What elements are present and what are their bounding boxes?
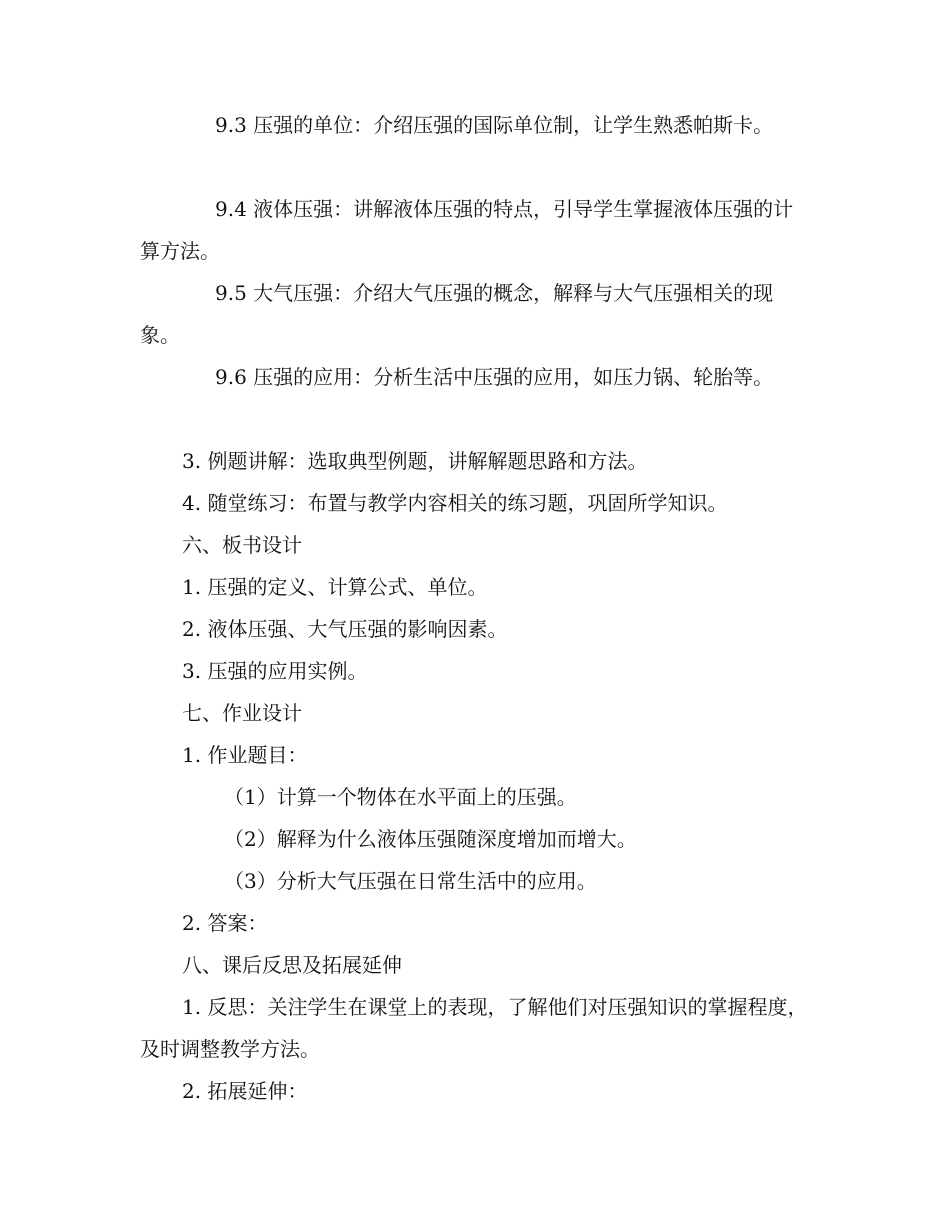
section-heading-board-design: 六、板书设计 (182, 533, 302, 557)
list-item-board-2: 2. 液体压强、大气压强的影响因素。 (182, 617, 508, 641)
sub-item-question-3: （3）分析大气压强在日常生活中的应用。 (224, 869, 597, 893)
sub-item-question-1: （1）计算一个物体在水平面上的压强。 (224, 785, 577, 809)
list-item-board-3: 3. 压强的应用实例。 (182, 659, 368, 683)
list-item-answers: 2. 答案： (182, 911, 268, 935)
paragraph-9-3: 9.3 压强的单位：介绍压强的国际单位制，让学生熟悉帕斯卡。 (215, 113, 774, 137)
paragraph-9-4: 9.4 液体压强：讲解液体压强的特点，引导学生掌握液体压强的计算方法。 (140, 197, 794, 263)
paragraph-example-explanation: 3. 例题讲解：选取典型例题，讲解解题思路和方法。 (182, 449, 648, 473)
section-heading-homework-design: 七、作业设计 (182, 701, 302, 725)
list-item-extension: 2. 拓展延伸： (182, 1079, 308, 1103)
paragraph-in-class-practice: 4. 随堂练习：布置与教学内容相关的练习题，巩固所学知识。 (182, 491, 728, 515)
paragraph-9-5: 9.5 大气压强：介绍大气压强的概念，解释与大气压强相关的现象。 (140, 281, 774, 347)
list-item-homework-questions: 1. 作业题目： (182, 743, 308, 767)
list-item-reflection: 1. 反思：关注学生在课堂上的表现，了解他们对压强知识的掌握程度，及时调整教学方法。 (140, 995, 808, 1061)
sub-item-question-2: （2）解释为什么液体压强随深度增加而增大。 (224, 827, 637, 851)
section-heading-reflection: 八、课后反思及拓展延伸 (182, 953, 402, 977)
list-item-board-1: 1. 压强的定义、计算公式、单位。 (182, 575, 488, 599)
paragraph-9-6: 9.6 压强的应用：分析生活中压强的应用，如压力锅、轮胎等。 (215, 365, 774, 389)
